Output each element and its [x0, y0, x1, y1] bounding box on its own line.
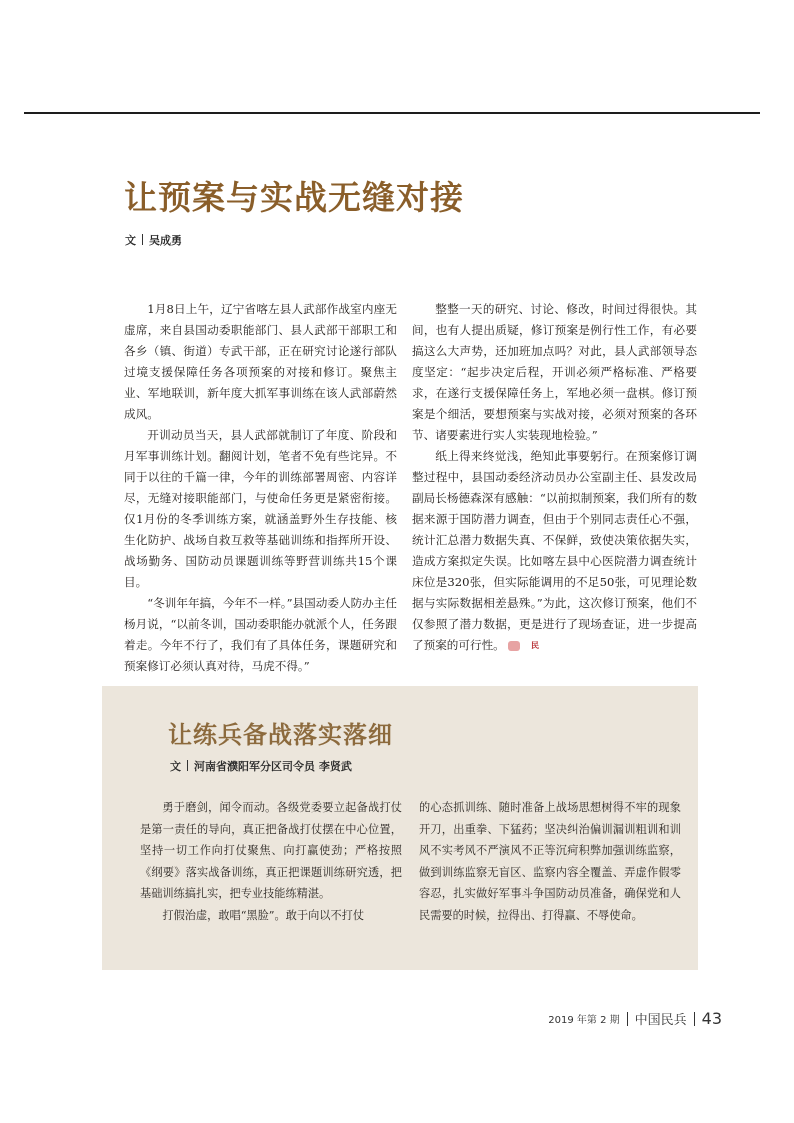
author-name: 河南省濮阳军分区司令员 李贤武: [194, 760, 352, 773]
paragraph: “冬训年年搞，今年不一样。”县国动委人防办主任杨月说，“以前冬训，国动委职能办就派个人，任务跟着走。今年不行了，我们有了具体任务，课题研究和预案修订必须认真对待，马虎不得。”: [124, 596, 397, 673]
article-right-column: [412, 299, 697, 656]
header-rule: [24, 112, 760, 114]
paragraph: 1月8日上午，辽宁省喀左县人武部作战室内座无虚席，来自县国动委职能部门、县人武部干部职工和各乡（镇、街道）专武干部，正在研究讨论遂行部队过境支援保障任务各项预案的对接和修订。聚焦主业、军地联训，新年度大抓军事训练在该人武部蔚然成风。: [124, 302, 397, 421]
byline-separator: [187, 760, 188, 771]
sidebar-left-column: [140, 797, 402, 926]
article-left-column: [124, 299, 397, 677]
sidebar-title: 让练兵备战落实落细: [168, 720, 393, 749]
byline-separator: [142, 234, 143, 245]
sidebar-right-column: [419, 797, 681, 926]
page-number: 43: [701, 1009, 722, 1028]
article-title: 让预案与实战无缝对接: [124, 178, 464, 217]
paragraph: 勇于磨剑，闻令而动。各级党委要立起备战打仗是第一责任的导向，真正把备战打仗摆在中心位置，坚持一切工作向打仗聚焦、向打赢使劲；严格按照《纲要》落实战备训练，真正把课题训练研究透，把基础训练搞扎实，把专业技能练精湛。: [140, 801, 402, 900]
paragraph: 纸上得来终觉浅，绝知此事要躬行。在预案修订调整过程中，县国动委经济动员办公室副主任、县发改局副局长杨德森深有感触：“以前拟制预案，我们所有的数据来源于国防潜力调查，但由于个别同志责任心不强，统计汇总潜力数据失真、不保鲜，致使决策依据失实，造成方案拟定失误。比如喀左县中心医院潜力调查统计床位是320张，但实际能调用的不足50张，可见理论数据与实际数据相差悬殊。”为此，这次修订预案，他们不仅参照了潜力数据，更是进行了现场查证，进一步提高了预案的可行性。: [412, 449, 697, 652]
byline-label: 文: [125, 234, 136, 247]
article-byline: [125, 232, 182, 248]
publication-name: 中国民兵: [634, 1013, 687, 1028]
footer-separator: [627, 1012, 628, 1026]
byline-label: 文: [170, 760, 181, 773]
footer-separator: [694, 1012, 695, 1026]
paragraph-with-end-mark: [412, 446, 697, 656]
paragraph: 开训动员当天，县人武部就制订了年度、阶段和月军事训练计划。翻阅计划，笔者不免有些诧异。不同于以往的千篇一律，今年的训练部署周密、内容详尽，无缝对接职能部门，与使命任务更是紧密衔接。仅1月份的冬季训练方案，就涵盖野外生存技能、核生化防护、战场自救互救等基础训练和指挥所开设、战场勤务、国防动员课题训练等野营训练共15个课目。: [124, 428, 397, 589]
issue-label: 2019 年第 2 期: [548, 1015, 620, 1026]
page-footer: [548, 1009, 722, 1028]
end-mark-icon: 民: [508, 641, 520, 651]
paragraph: 打假治虚，敢唱“黑脸”。敢于向以不打仗: [162, 908, 365, 922]
sidebar-byline: [170, 758, 352, 774]
paragraph: 整整一天的研究、讨论、修改，时间过得很快。其间，也有人提出质疑，修订预案是例行性工作，有必要搞这么大声势，还加班加点吗？对此，县人武部领导态度坚定：“起步决定后程，开训必须严格标准、严格要求，在遂行支援保障任务上，军地必须一盘棋。修订预案是个细活，要想预案与实战对接，必须对预案的各环节、诸要素进行实人实装现地检验。”: [412, 302, 697, 442]
paragraph: 的心态抓训练、随时准备上战场思想树得不牢的现象开刀，出重拳、下猛药；坚决纠治偏训漏训粗训和训风不实考风不严演风不正等沉疴积弊加强训练监察，做到训练监察无盲区、监察内容全覆盖、弄虚作假零容忍，扎实做好军事斗争国防动员准备，确保党和人民需要的时候，拉得出、打得赢、不辱使命。: [419, 801, 681, 922]
author-name: 吴成勇: [149, 234, 182, 247]
